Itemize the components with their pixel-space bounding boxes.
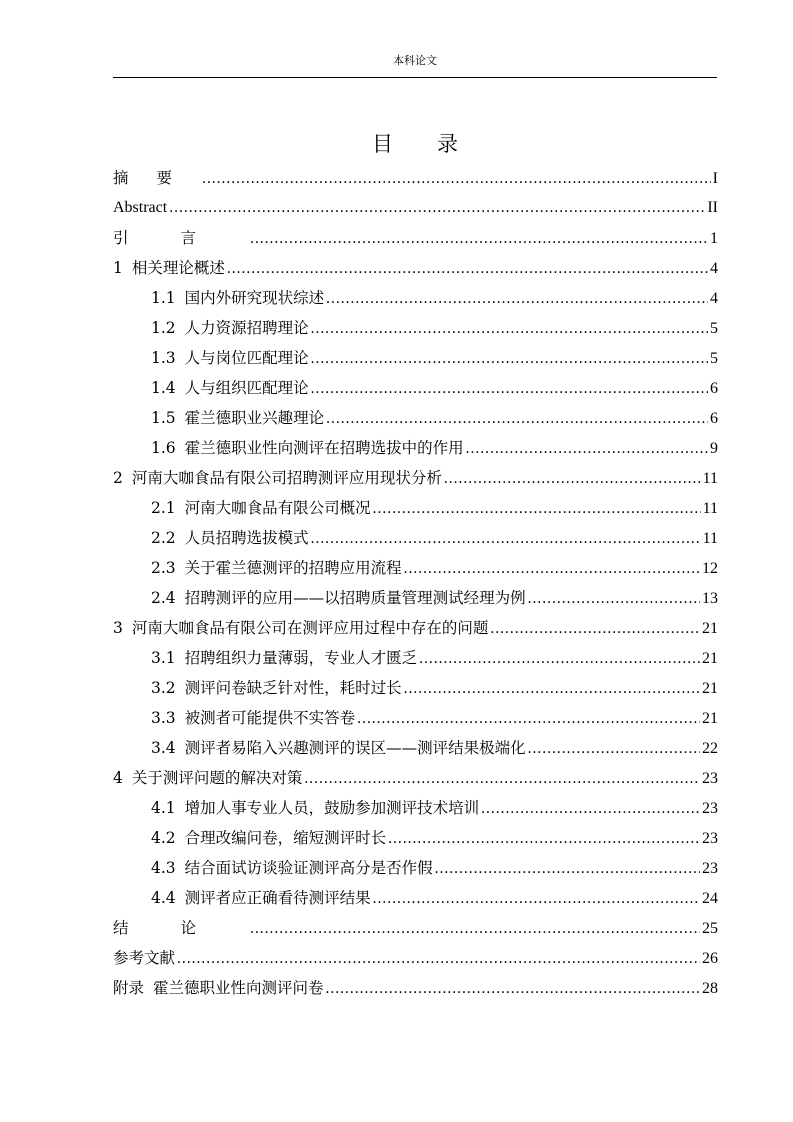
toc-entry[interactable] (113, 853, 718, 883)
toc-entry-page: 21 (702, 680, 718, 697)
toc-entry-page: 9 (710, 440, 718, 457)
toc-entry-number: 4.3 (151, 859, 176, 877)
toc-entry-label: 人力资源招聘理论 (184, 319, 309, 337)
toc-entry-number: 2.4 (151, 589, 176, 607)
toc-entry-number: 2.3 (151, 559, 176, 577)
toc-dot-leader (311, 344, 708, 374)
toc-entry-number: 4.1 (151, 799, 176, 817)
toc-entry[interactable] (113, 673, 718, 703)
toc-entry-label: 关于霍兰德测评的招聘应用流程 (184, 559, 402, 577)
toc-entry-number: 附录 (113, 979, 145, 997)
toc-entry-number: 2.2 (151, 529, 176, 547)
toc-entry-page: II (707, 199, 718, 216)
toc-entry-label: 国内外研究现状综述 (184, 289, 325, 307)
toc-entry-label: 招聘测评的应用——以招聘质量管理测试经理为例 (184, 589, 526, 607)
toc-dot-leader (404, 674, 700, 704)
toc-dot-leader (177, 944, 700, 974)
toc-entry-label: 人员招聘选拔模式 (184, 529, 309, 547)
toc-dot-leader (250, 914, 700, 944)
toc-entry[interactable] (113, 643, 718, 673)
toc-entry[interactable] (113, 193, 718, 223)
toc-entry-page: 26 (702, 950, 718, 967)
toc-entry[interactable] (113, 973, 718, 1003)
toc-entry-label: 霍兰德职业性向测评问卷 (153, 979, 324, 997)
toc-dot-leader (388, 824, 700, 854)
toc-dot-leader (404, 554, 700, 584)
toc-entry-number: 1.4 (151, 379, 176, 397)
toc-entry-label: 河南大咖食品有限公司在测评应用过程中存在的问题 (131, 619, 489, 637)
toc-entry-label: 测评者应正确看待测评结果 (184, 889, 371, 907)
toc-dot-leader (227, 254, 708, 284)
toc-entry-label: 结论 (113, 919, 249, 937)
toc-entry-label: 霍兰德职业兴趣理论 (184, 409, 325, 427)
toc-entry[interactable] (113, 553, 718, 583)
toc-dot-leader (435, 854, 700, 884)
toc-entry-number: 2.1 (151, 499, 176, 517)
toc-entry[interactable] (113, 373, 718, 403)
toc-dot-leader (373, 494, 701, 524)
toc-entry-label: 测评者易陷入兴趣测评的误区——测评结果极端化 (184, 739, 526, 757)
toc-entry-label: 关于测评问题的解决对策 (131, 769, 303, 787)
toc-entry-label: 招聘组织力量薄弱，专业人才匮乏 (184, 649, 418, 667)
toc-entry-page: 23 (702, 800, 718, 817)
toc-entry-label: 测评问卷缺乏针对性，耗时过长 (184, 679, 402, 697)
toc-dot-leader (202, 164, 711, 194)
toc-entry-number: 3.3 (151, 709, 176, 727)
toc-entry-label: 河南大咖食品有限公司概况 (184, 499, 371, 517)
toc-entry-page: 28 (702, 980, 718, 997)
toc-entry-page: I (712, 170, 718, 187)
toc-dot-leader (444, 464, 701, 494)
toc-entry-page: 23 (702, 860, 718, 877)
toc-entry-label: 人与组织匹配理论 (184, 379, 309, 397)
toc-entry-number: 4 (113, 769, 123, 787)
toc-dot-leader (326, 974, 700, 1004)
toc-entry-label: 霍兰德职业性向测评在招聘选拔中的作用 (184, 439, 464, 457)
toc-entry-page: 21 (702, 620, 718, 637)
toc-entry-label: 参考文献 (113, 949, 176, 967)
toc-entry-label: 摘要 (113, 169, 201, 187)
toc-entry-number: 3.4 (151, 739, 176, 757)
toc-entry-page: 23 (702, 830, 718, 847)
toc-entry[interactable] (113, 223, 718, 253)
toc-dot-leader (304, 764, 700, 794)
toc-entry-number: 1 (113, 259, 123, 277)
toc-entry[interactable] (113, 433, 718, 463)
table-of-contents (113, 163, 718, 1003)
toc-entry-page: 1 (710, 230, 718, 247)
toc-entry-page: 4 (710, 290, 718, 307)
toc-dot-leader (326, 284, 708, 314)
toc-entry[interactable] (113, 253, 718, 283)
toc-entry-page: 24 (702, 890, 718, 907)
toc-entry-page: 13 (702, 590, 718, 607)
toc-entry-label: 结合面试访谈验证测评高分是否作假 (184, 859, 433, 877)
toc-entry-number: 3.1 (151, 649, 176, 667)
toc-entry-page: 12 (702, 560, 718, 577)
toc-entry-number: 1.5 (151, 409, 176, 427)
toc-entry[interactable] (113, 313, 718, 343)
toc-entry-number: 3 (113, 619, 123, 637)
toc-entry-label: 增加人事专业人员，鼓励参加测评技术培训 (184, 799, 480, 817)
toc-entry-label: 引言 (113, 229, 249, 247)
toc-entry-number: 1.3 (151, 349, 176, 367)
toc-entry-number: 4.4 (151, 889, 176, 907)
toc-entry-page: 11 (702, 500, 718, 517)
toc-entry[interactable] (113, 943, 718, 973)
toc-entry-number: 4.2 (151, 829, 176, 847)
toc-entry-number: 1.1 (151, 289, 176, 307)
toc-dot-leader (357, 704, 700, 734)
toc-title (113, 131, 717, 157)
toc-dot-leader (481, 794, 700, 824)
toc-entry-page: 6 (710, 410, 718, 427)
toc-entry[interactable] (113, 583, 718, 613)
toc-entry[interactable] (113, 883, 718, 913)
toc-entry-page: 4 (710, 260, 718, 277)
toc-entry-label: Abstract (113, 199, 168, 216)
toc-entry-page: 21 (702, 650, 718, 667)
toc-entry-label: 河南大咖食品有限公司招聘测评应用现状分析 (131, 469, 442, 487)
toc-entry[interactable] (113, 283, 718, 313)
toc-title-char-1: 目 (372, 132, 393, 156)
toc-entry-page: 25 (702, 920, 718, 937)
toc-title-char-2: 录 (437, 132, 458, 156)
toc-entry-number: 3.2 (151, 679, 176, 697)
toc-entry[interactable] (113, 913, 718, 943)
toc-dot-leader (326, 404, 708, 434)
toc-entry-label: 相关理论概述 (131, 259, 225, 277)
running-header: 本科论文 (393, 54, 437, 67)
toc-entry[interactable] (113, 613, 718, 643)
toc-entry[interactable] (113, 493, 718, 523)
toc-entry[interactable] (113, 463, 718, 493)
toc-entry-page: 11 (702, 530, 718, 547)
toc-dot-leader (419, 644, 700, 674)
toc-entry[interactable] (113, 523, 718, 553)
toc-entry[interactable] (113, 793, 718, 823)
toc-entry[interactable] (113, 823, 718, 853)
toc-entry[interactable] (113, 343, 718, 373)
toc-entry-number: 1.6 (151, 439, 176, 457)
toc-dot-leader (169, 193, 705, 223)
toc-dot-leader (490, 614, 700, 644)
toc-entry-label: 合理改编问卷，缩短测评时长 (184, 829, 387, 847)
toc-dot-leader (311, 314, 708, 344)
toc-entry-page: 5 (710, 350, 718, 367)
toc-entry[interactable] (113, 703, 718, 733)
toc-dot-leader (250, 224, 708, 254)
toc-entry-page: 6 (710, 380, 718, 397)
toc-entry[interactable] (113, 763, 718, 793)
toc-dot-leader (311, 374, 708, 404)
toc-entry-page: 5 (710, 320, 718, 337)
toc-entry-page: 23 (702, 770, 718, 787)
toc-entry-number: 1.2 (151, 319, 176, 337)
toc-entry-page: 11 (702, 470, 718, 487)
toc-entry[interactable] (113, 403, 718, 433)
toc-dot-leader (466, 434, 708, 464)
toc-dot-leader (311, 524, 701, 554)
toc-entry-label: 人与岗位匹配理论 (184, 349, 309, 367)
toc-dot-leader (528, 734, 700, 764)
toc-entry[interactable] (113, 733, 718, 763)
toc-entry-page: 22 (702, 740, 718, 757)
toc-dot-leader (373, 884, 700, 914)
toc-entry[interactable] (113, 163, 718, 193)
toc-dot-leader (528, 584, 700, 614)
toc-entry-page: 21 (702, 710, 718, 727)
toc-entry-label: 被测者可能提供不实答卷 (184, 709, 356, 727)
header-rule (113, 77, 717, 78)
toc-entry-number: 2 (113, 469, 123, 487)
